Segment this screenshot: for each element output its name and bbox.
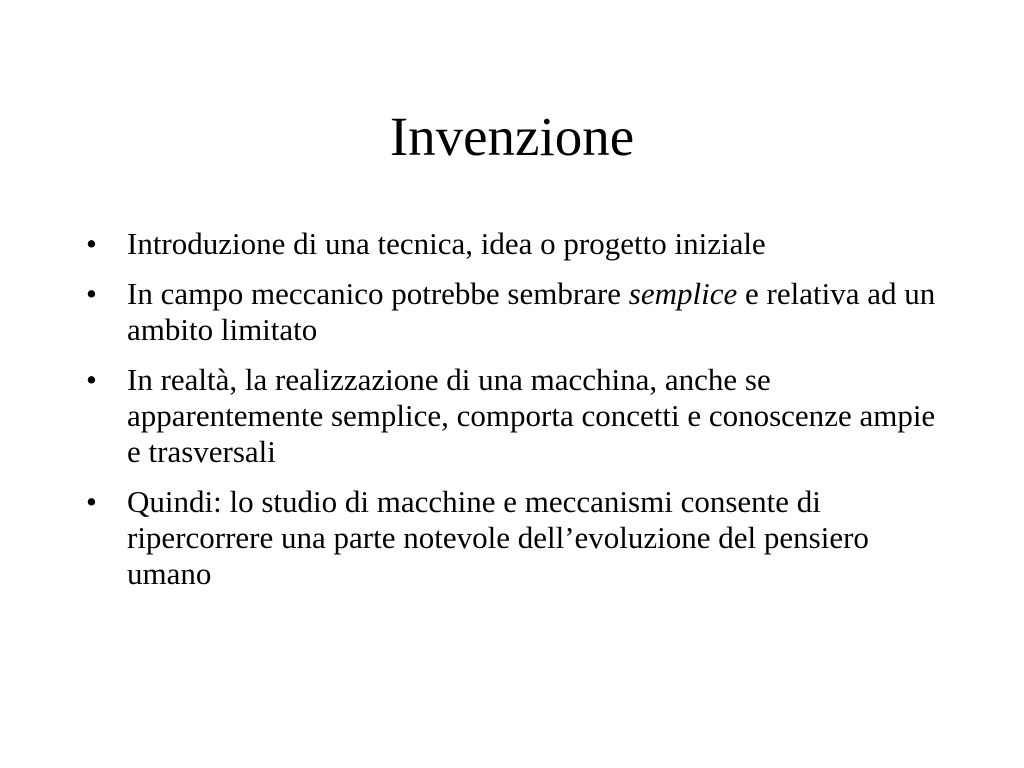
bullet-text-before: In campo meccanico potrebbe sembrare	[127, 276, 629, 311]
bullet-text-emphasis: semplice	[628, 276, 738, 311]
bullet-item-campo-meccanico	[82, 276, 952, 348]
bullet-text-after: e relativa ad un ambito limitato	[127, 276, 936, 347]
bullet-text: In realtà, la realizzazione di una macchina, anche se apparentemente semplice, comporta concetti e conoscenze ampie e trasversali	[127, 362, 936, 469]
bullet-item-realta	[82, 362, 952, 470]
bullet-list	[82, 226, 952, 606]
bullet-text: Introduzione di una tecnica, idea o progetto iniziale	[127, 226, 766, 261]
bullet-icon: •	[86, 276, 97, 311]
slide-title: Invenzione	[389, 106, 635, 167]
bullet-item-quindi	[82, 484, 952, 592]
bullet-icon: •	[86, 362, 97, 397]
bullet-icon: •	[86, 226, 97, 261]
bullet-item-introduzione	[82, 226, 952, 262]
bullet-icon: •	[86, 484, 97, 519]
bullet-text: Quindi: lo studio di macchine e meccanismi consente di ripercorrere una parte notevole dell’evoluzione del pensiero umano	[127, 484, 869, 591]
